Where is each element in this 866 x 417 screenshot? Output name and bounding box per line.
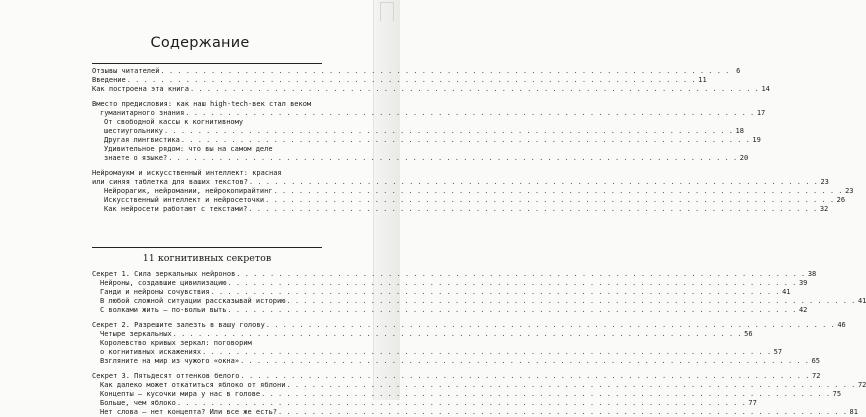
toc-entry: Концепты – кусочки мира у нас в голове . . . 75 [92,390,320,399]
toc-entry-line: Удивительное рядом: что вы на самом деле [104,145,273,153]
top-divider [92,63,322,64]
toc-entry: Больше, чем яблоко . . . 77 [92,399,320,408]
toc-entry: Секрет 1. Сила зеркальных нейронов . . . 38 [92,270,320,279]
toc-entry: гуманитарного знания . . . 17 [92,109,320,118]
page-edge-mark [380,2,394,21]
toc-entry-line: От свободной кассы к когнитивному [104,118,244,126]
toc-entry: или синяя таблетка для ваших текстов? . . . 23 [92,178,320,187]
toc-entry: Ганди и нейроны сочувствия . . . 41 [92,288,320,297]
toc-entry: знаете о языке? . . . 20 [92,154,320,163]
section-divider [92,247,322,248]
toc-entry: Отзывы читателей . . . 6 [92,67,320,76]
toc-entry: В любой сложной ситуации рассказывай историю . . . 41 [92,297,320,306]
toc-entry: Искусственный интеллект и нейросеточки . . . 26 [92,196,320,205]
toc-entry: Как далеко может откатиться яблоко от яблони . . . 72 [92,381,320,390]
toc-secrets [92,270,866,417]
part-title: 11 когнитивных секретов [142,253,272,264]
toc-entry: Нейрорагик, нейромании, нейрокопирайтинг . . . 23 [92,187,320,196]
toc-entry: о когнитивных искажениях . . . 57 [92,348,320,357]
toc-entry: Нет слова – нет концепта? Или все же есть? . . . 81 [92,408,320,417]
toc-entry: Как построена эта книга . . . 14 [92,85,320,94]
toc-entry: Взгляните на мир из чужого «окна» . . . 65 [92,357,320,366]
toc-entry: Нейроны, создавшие цивилизацию . . . 39 [92,279,320,288]
toc-entry: шестиугольнику . . . 18 [92,127,320,136]
toc-front-matter [92,67,854,214]
toc-entry-line: Нейромаукм и искусственный интеллект: красная [92,169,282,177]
toc-entry: С волками жить – по-вольи выть . . . 42 [92,306,320,315]
toc-entry-line: Вместо предисловия: как наш high-tech-век стал веком [92,100,312,108]
toc-entry: Введение . . . 11 [92,76,320,85]
toc-entry: Секрет 2. Разрешите залезть в вашу голову . . . 46 [92,321,320,330]
toc-entry: Четыре зеркальных . . . 56 [92,330,320,339]
toc-entry-line: Королевство кривых зеркал: поговорим [100,339,252,347]
toc-entry: Как нейросети работают с текстами? . . . 32 [92,205,320,214]
toc-entry: Другая лингвистика . . . 19 [92,136,320,145]
toc-entry: Секрет 3. Пятьдесят оттенков белого . . . 72 [92,372,320,381]
page-title: Содержание [150,35,250,51]
